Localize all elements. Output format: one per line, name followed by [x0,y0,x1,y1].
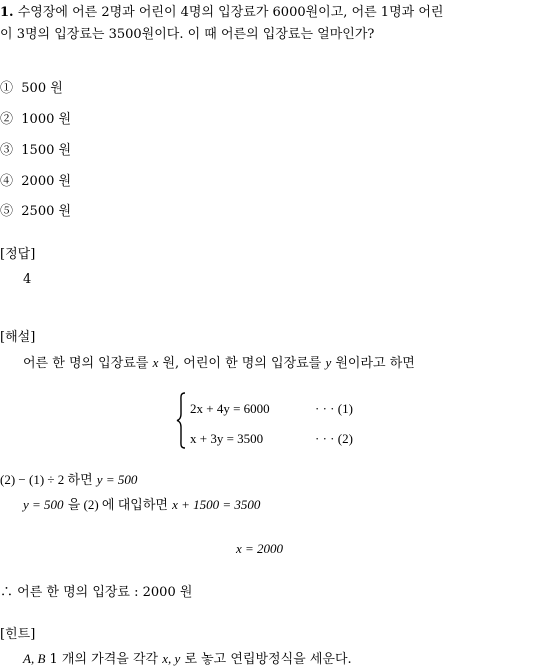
hint-math: x, y [162,651,181,666]
hint-text [23,652,352,666]
equation-1-text: 2x + 4y = 6000 [190,401,270,416]
equation-2-tag: · · · (2) [315,431,353,446]
choice-3[interactable] [0,144,71,157]
answer-label: [정답] [0,247,36,262]
solution-label: [해설] [0,330,36,345]
question-text [0,6,443,19]
choice-1[interactable] [0,82,63,95]
question-line-1: 수영장에 어른 2명과 어린이 4명의 입장료가 6000원이고, 어른 1명과 어린 [17,5,444,20]
equation-system-brace [176,392,186,449]
choice-marker: ① [0,81,14,96]
equation-2 [190,432,263,445]
choice-label: 2500 원 [21,204,72,219]
variable-x: x [152,355,159,370]
equation-1 [190,402,270,415]
solution-result [236,542,283,555]
choice-label: 1000 원 [21,112,72,127]
equation-1-tag: · · · (1) [315,401,353,416]
choice-label: 500 원 [21,81,63,96]
variable-y: y [325,355,332,370]
solution-intro-text: 어른 한 명의 입장료를 [23,356,149,371]
choice-marker: ⑤ [0,204,14,219]
hint-text-part: 로 놓고 연립방정식을 세운다. [184,652,352,667]
step-2-math: y = 500 [23,497,64,512]
answer-value: 4 [23,272,32,287]
equation-2-text: x + 3y = 3500 [190,431,264,446]
choice-marker: ③ [0,143,14,158]
hint-math: A, B [23,651,46,666]
choice-2[interactable] [0,113,71,126]
step-2-text: 을 (2) 에 대입하면 [67,497,168,512]
solution-step-2 [23,498,260,512]
solution-intro-text: 원이라고 하면 [335,356,415,371]
hint-text-part: 1 개의 가격을 각각 [49,652,159,667]
choice-4[interactable] [0,175,71,188]
solution-intro-text: 원, 어린이 한 명의 입장료를 [162,356,322,371]
choice-label: 1500 원 [21,143,72,158]
question-number: 1. [0,5,14,20]
step-1-math: y = 500 [96,472,138,487]
choice-marker: ④ [0,174,14,189]
question-line-2: 이 3명의 입장료는 3500원이다. 이 때 어른의 입장료는 얼마인가? [0,27,375,42]
step-1-text: (2) − (1) ÷ 2 하면 [0,472,93,487]
choice-5[interactable] [0,205,71,218]
result-math: x = 2000 [236,541,284,556]
choice-marker: ② [0,112,14,127]
solution-conclusion: ∴ 어른 한 명의 입장료 : 2000 원 [0,585,193,600]
hint-label: [힌트] [0,627,36,642]
solution-step-1 [0,473,137,487]
step-2-math: x + 1500 = 3500 [172,497,261,512]
solution-intro [23,356,415,370]
choice-label: 2000 원 [21,174,72,189]
